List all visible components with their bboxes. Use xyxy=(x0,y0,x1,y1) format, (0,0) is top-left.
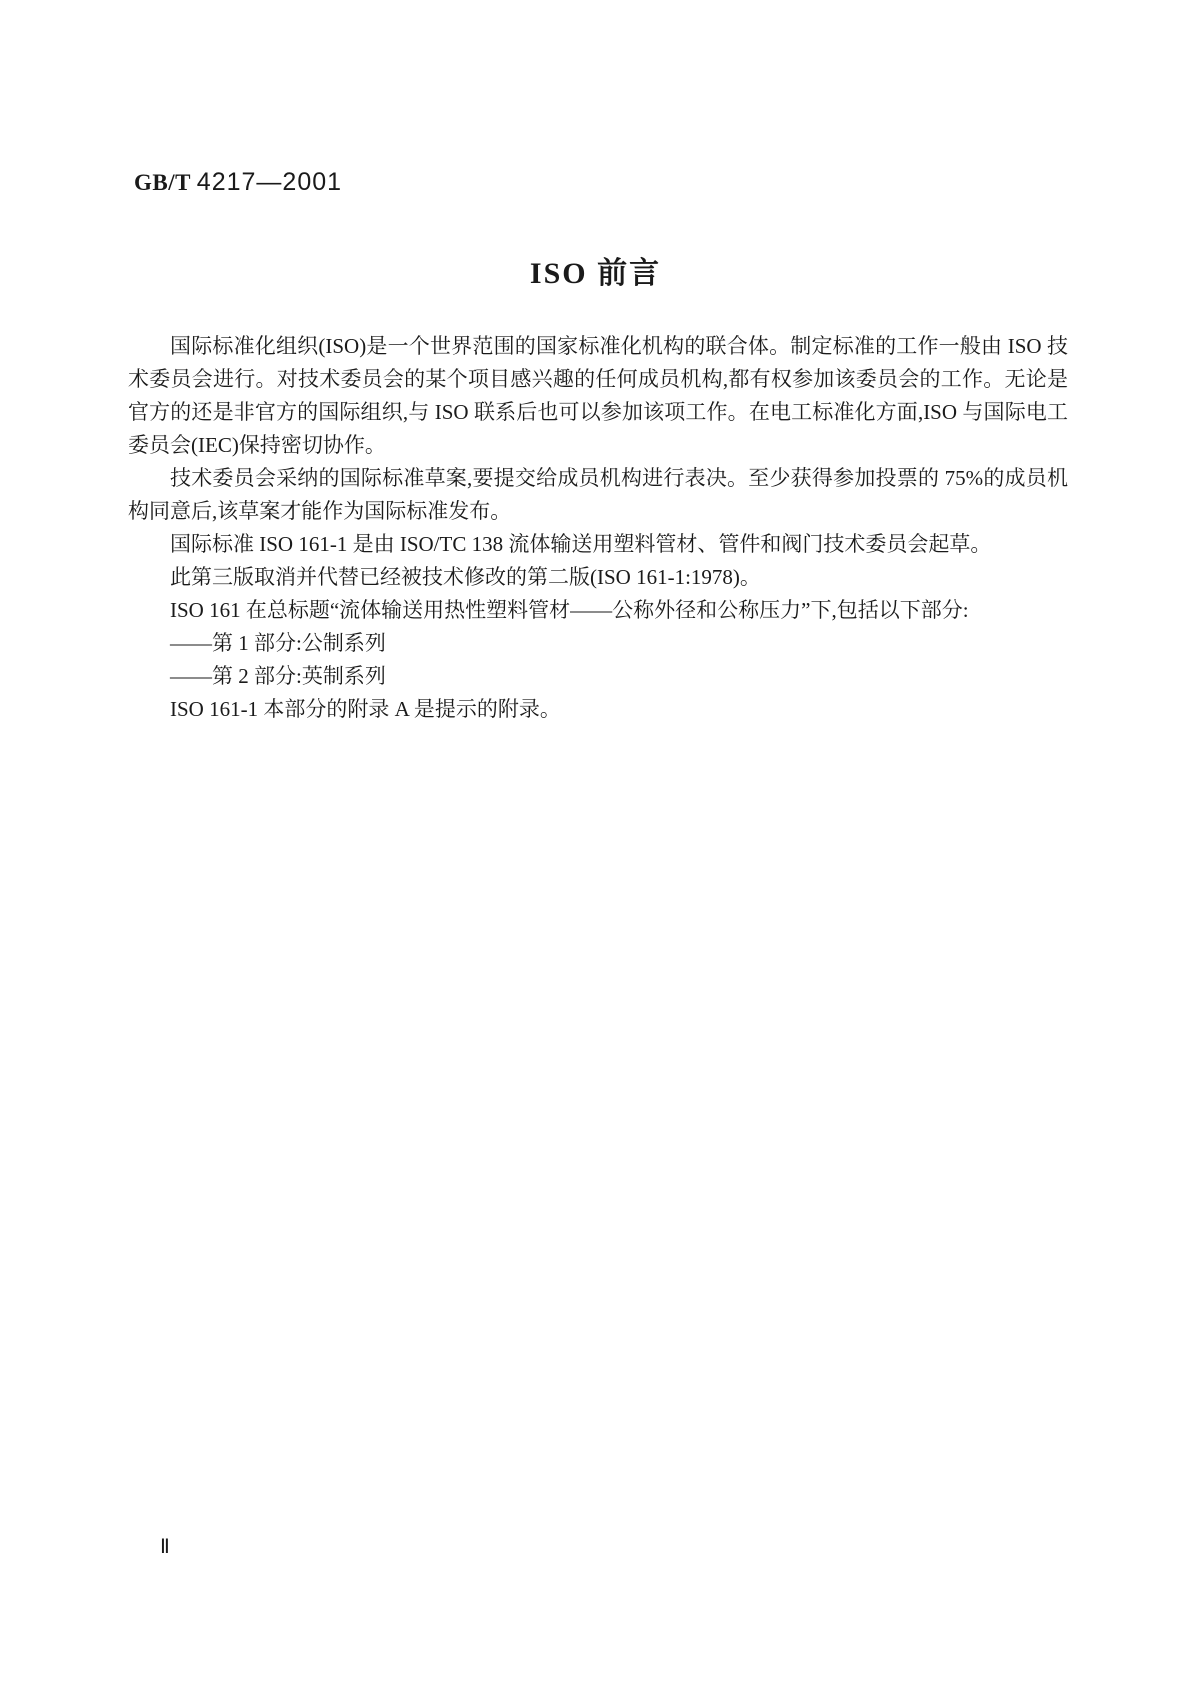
paragraph: 技术委员会采纳的国际标准草案,要提交给成员机构进行表决。至少获得参加投票的 75%的成员机构同意后,该草案才能作为国际标准发布。 xyxy=(128,466,1068,523)
paragraph: ISO 161 在总标题“流体输送用热性塑料管材——公称外径和公称压力”下,包括以下部分: xyxy=(170,598,969,622)
paragraph: 国际标准 ISO 161-1 是由 ISO/TC 138 流体输送用塑料管材、管件和阀门技术委员会起草。 xyxy=(170,532,992,556)
body-text xyxy=(128,330,1068,726)
standard-code-number: 4217—2001 xyxy=(196,168,343,196)
standard-code xyxy=(134,168,342,197)
paragraph: ——第 2 部分:英制系列 xyxy=(170,664,386,688)
page-title: ISO 前言 xyxy=(529,257,662,290)
paragraph: 此第三版取消并代替已经被技术修改的第二版(ISO 161-1:1978)。 xyxy=(170,565,761,589)
paragraph: ——第 1 部分:公制系列 xyxy=(170,631,386,655)
page-number: Ⅱ xyxy=(160,1536,170,1558)
paragraph: 国际标准化组织(ISO)是一个世界范围的国家标准化机构的联合体。制定标准的工作一般由 ISO 技术委员会进行。对技术委员会的某个项目感兴趣的任何成员机构,都有权参加该委员会的工作。无论是官方的还是非官方的国际组织,与 ISO 联系后也可以参加该项工作。在电工标准化方面,ISO 与国际电工委员会(IEC)保持密切协作。 xyxy=(128,334,1068,457)
standard-code-prefix: GB/T xyxy=(134,170,191,195)
paragraph: ISO 161-1 本部分的附录 A 是提示的附录。 xyxy=(170,697,561,721)
